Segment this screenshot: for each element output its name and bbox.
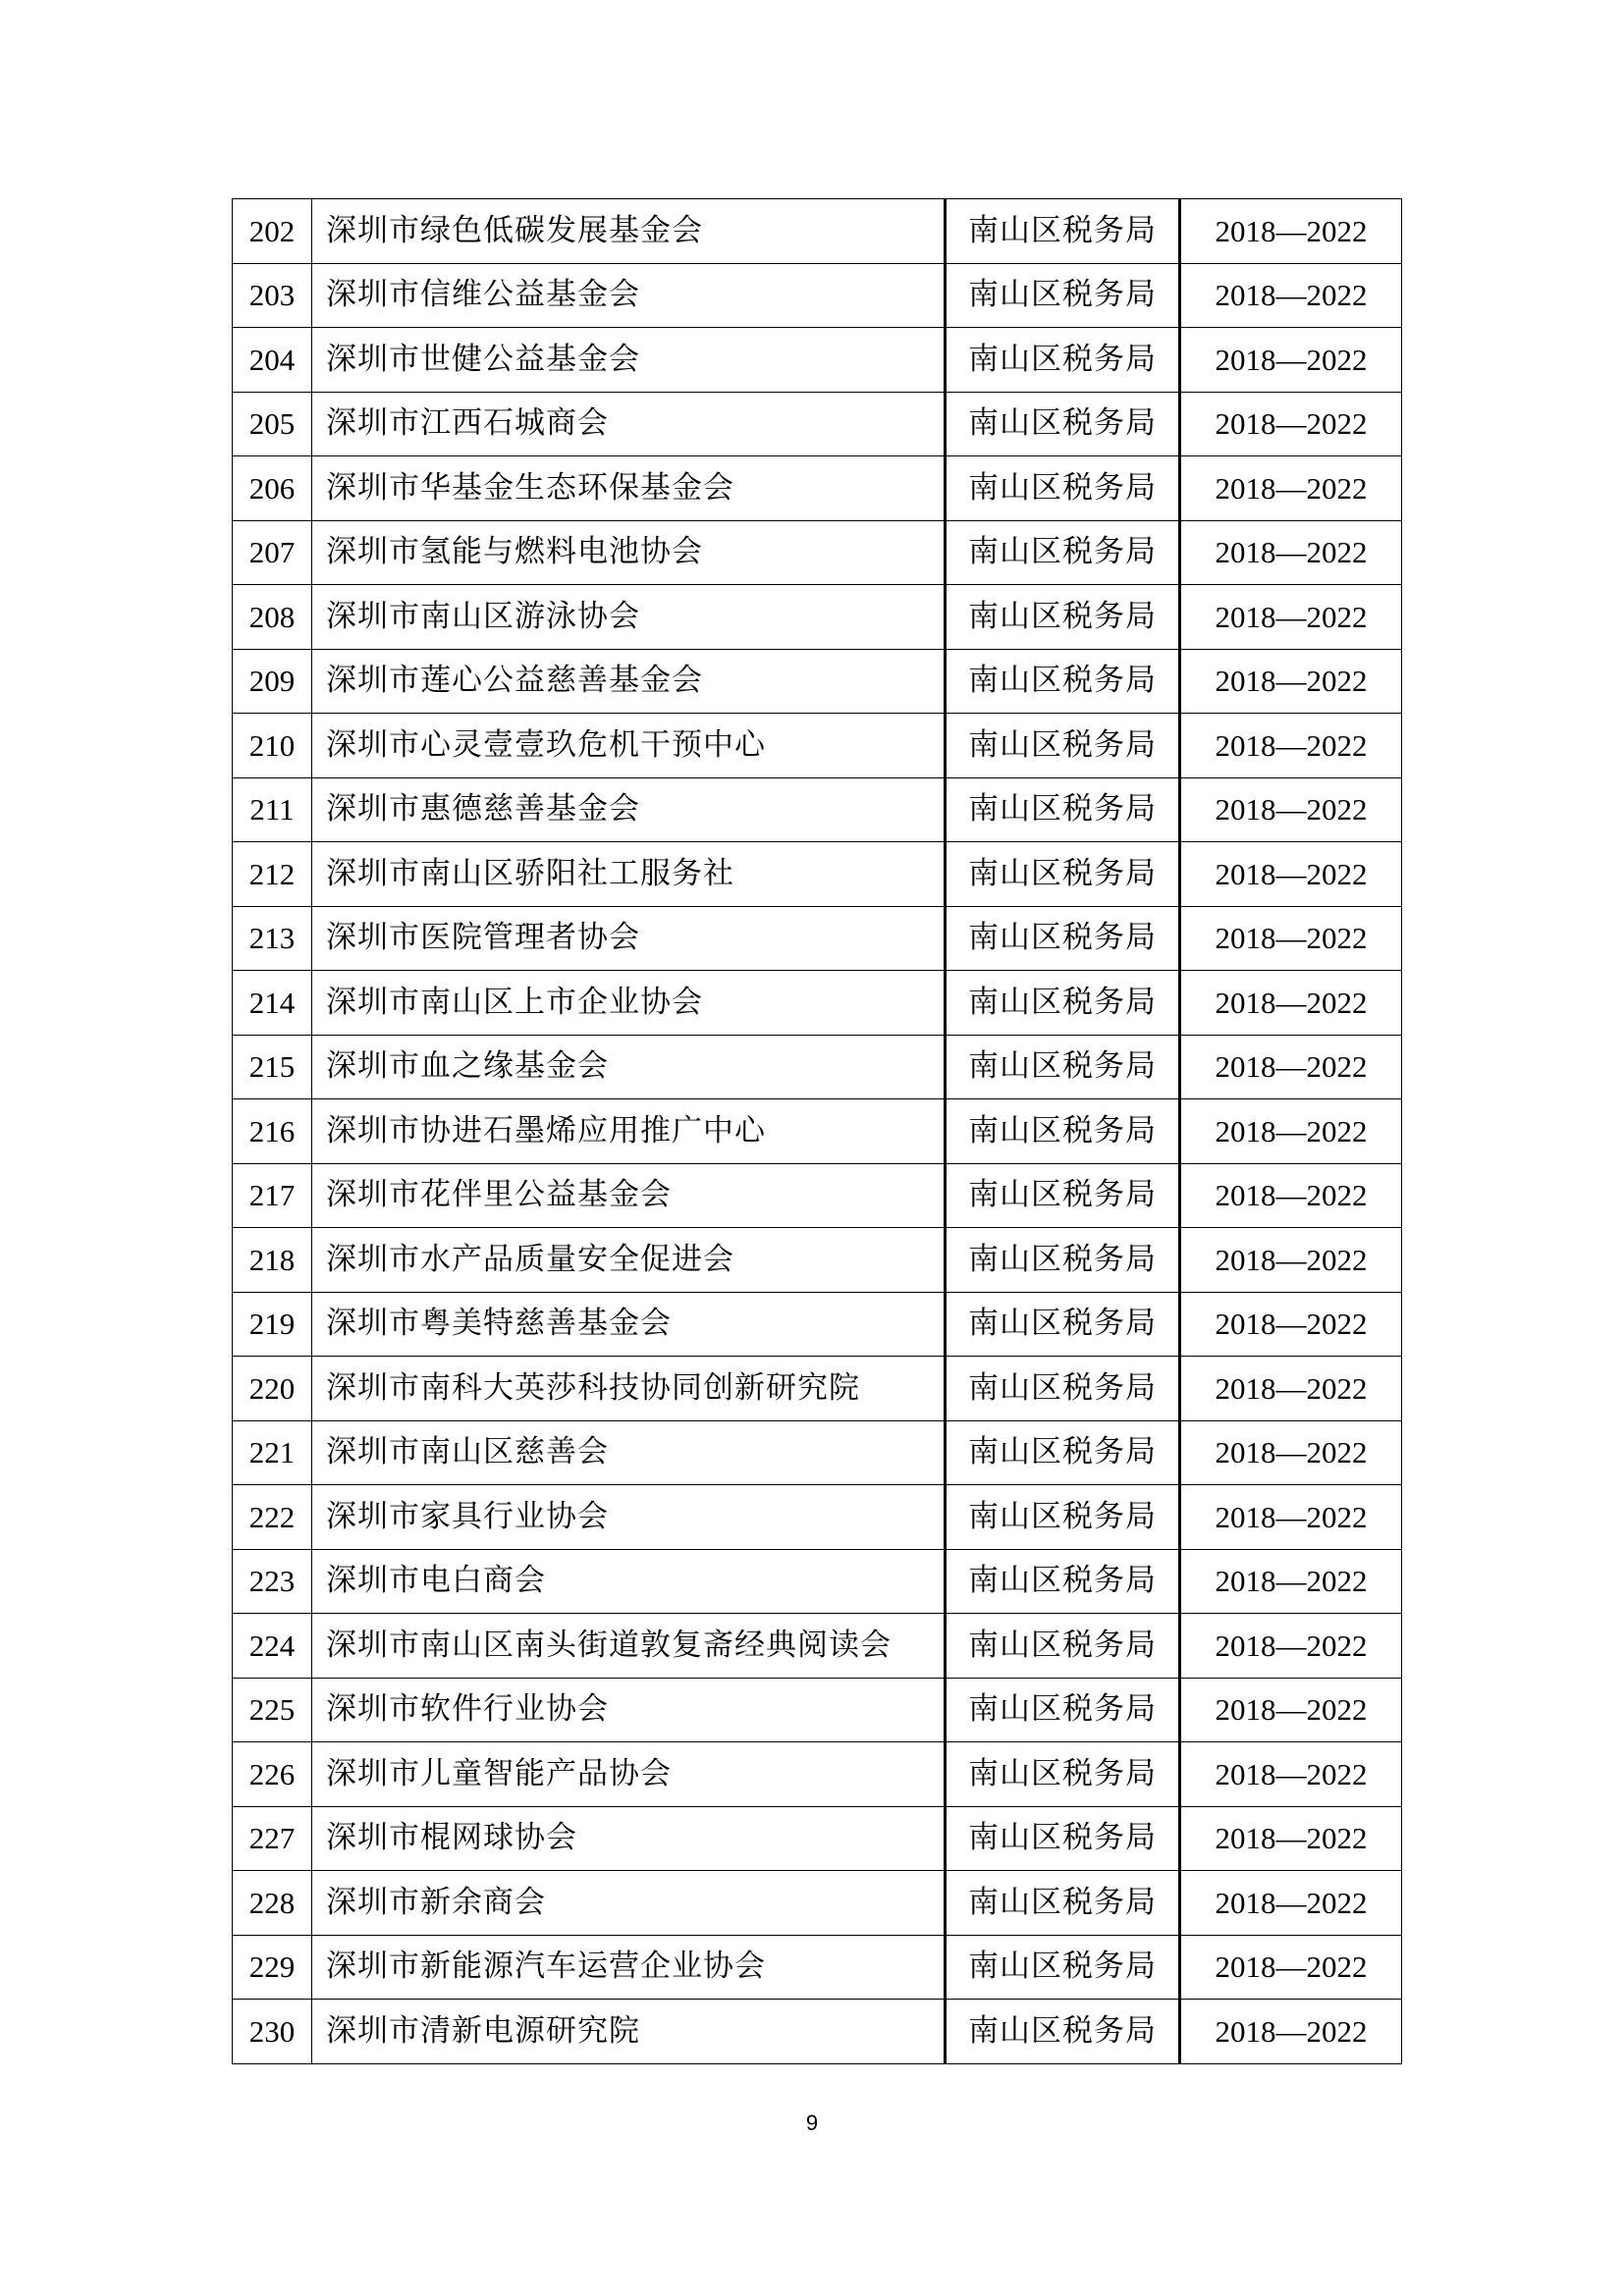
table-row (233, 1806, 1402, 1871)
tax-authority: 南山区税务局 (946, 520, 1180, 585)
table-row (233, 1935, 1402, 2000)
organization-name: 深圳市南山区慈善会 (312, 1420, 946, 1485)
validity-period: 2018—2022 (1180, 1292, 1402, 1357)
tax-authority: 南山区税务局 (946, 585, 1180, 650)
validity-period: 2018—2022 (1180, 906, 1402, 971)
validity-period: 2018—2022 (1180, 2000, 1402, 2064)
tax-authority: 南山区税务局 (946, 1420, 1180, 1485)
table-row (233, 520, 1402, 585)
organization-name: 深圳市儿童智能产品协会 (312, 1742, 946, 1807)
tax-authority: 南山区税务局 (946, 1099, 1180, 1164)
row-number: 222 (233, 1485, 312, 1550)
table-row (233, 1099, 1402, 1164)
validity-period: 2018—2022 (1180, 1420, 1402, 1485)
row-number: 230 (233, 2000, 312, 2064)
table-row (233, 1228, 1402, 1293)
row-number: 214 (233, 971, 312, 1036)
table-row (233, 842, 1402, 907)
row-number: 223 (233, 1549, 312, 1614)
tax-authority: 南山区税务局 (946, 1357, 1180, 1421)
validity-period: 2018—2022 (1180, 1742, 1402, 1807)
tax-authority: 南山区税务局 (946, 1742, 1180, 1807)
organization-name: 深圳市协进石墨烯应用推广中心 (312, 1099, 946, 1164)
row-number: 213 (233, 906, 312, 971)
organization-name: 深圳市血之缘基金会 (312, 1035, 946, 1099)
validity-period: 2018—2022 (1180, 199, 1402, 264)
row-number: 209 (233, 649, 312, 714)
table-row (233, 328, 1402, 393)
validity-period: 2018—2022 (1180, 456, 1402, 521)
tax-authority: 南山区税务局 (946, 2000, 1180, 2064)
table-body (233, 199, 1402, 2064)
row-number: 220 (233, 1357, 312, 1421)
validity-period: 2018—2022 (1180, 777, 1402, 842)
validity-period: 2018—2022 (1180, 328, 1402, 393)
validity-period: 2018—2022 (1180, 1485, 1402, 1550)
table-row (233, 1485, 1402, 1550)
organization-name: 深圳市软件行业协会 (312, 1678, 946, 1742)
row-number: 207 (233, 520, 312, 585)
validity-period: 2018—2022 (1180, 1357, 1402, 1421)
validity-period: 2018—2022 (1180, 971, 1402, 1036)
organization-name: 深圳市莲心公益慈善基金会 (312, 649, 946, 714)
organization-name: 深圳市南科大英莎科技协同创新研究院 (312, 1357, 946, 1421)
tax-authority: 南山区税务局 (946, 1678, 1180, 1742)
row-number: 226 (233, 1742, 312, 1807)
row-number: 211 (233, 777, 312, 842)
page-number: 9 (805, 2110, 819, 2135)
table-row (233, 1420, 1402, 1485)
validity-period: 2018—2022 (1180, 842, 1402, 907)
row-number: 219 (233, 1292, 312, 1357)
organization-name: 深圳市清新电源研究院 (312, 2000, 946, 2064)
table-row (233, 456, 1402, 521)
validity-period: 2018—2022 (1180, 714, 1402, 778)
organization-name: 深圳市世健公益基金会 (312, 328, 946, 393)
row-number: 217 (233, 1163, 312, 1228)
row-number: 205 (233, 392, 312, 456)
tax-authority: 南山区税务局 (946, 1228, 1180, 1293)
table-row (233, 777, 1402, 842)
organization-name: 深圳市电白商会 (312, 1549, 946, 1614)
tax-authority: 南山区税务局 (946, 971, 1180, 1036)
tax-authority: 南山区税务局 (946, 456, 1180, 521)
table-row (233, 1871, 1402, 1936)
tax-authority: 南山区税务局 (946, 392, 1180, 456)
row-number: 224 (233, 1614, 312, 1679)
organization-name: 深圳市绿色低碳发展基金会 (312, 199, 946, 264)
tax-authority: 南山区税务局 (946, 649, 1180, 714)
row-number: 221 (233, 1420, 312, 1485)
tax-authority: 南山区税务局 (946, 1871, 1180, 1936)
row-number: 229 (233, 1935, 312, 2000)
row-number: 216 (233, 1099, 312, 1164)
validity-period: 2018—2022 (1180, 1806, 1402, 1871)
validity-period: 2018—2022 (1180, 1935, 1402, 2000)
organization-name: 深圳市心灵壹壹玖危机干预中心 (312, 714, 946, 778)
tax-authority: 南山区税务局 (946, 714, 1180, 778)
validity-period: 2018—2022 (1180, 1614, 1402, 1679)
organization-name: 深圳市医院管理者协会 (312, 906, 946, 971)
organization-name: 深圳市水产品质量安全促进会 (312, 1228, 946, 1293)
row-number: 227 (233, 1806, 312, 1871)
tax-authority: 南山区税务局 (946, 1614, 1180, 1679)
validity-period: 2018—2022 (1180, 1549, 1402, 1614)
validity-period: 2018—2022 (1180, 1228, 1402, 1293)
row-number: 225 (233, 1678, 312, 1742)
organization-name: 深圳市南山区南头街道敦复斋经典阅读会 (312, 1614, 946, 1679)
organization-name: 深圳市华基金生态环保基金会 (312, 456, 946, 521)
table-row (233, 2000, 1402, 2064)
tax-authority: 南山区税务局 (946, 1549, 1180, 1614)
validity-period: 2018—2022 (1180, 1099, 1402, 1164)
table-row (233, 1549, 1402, 1614)
tax-authority: 南山区税务局 (946, 1163, 1180, 1228)
tax-authority: 南山区税务局 (946, 1935, 1180, 2000)
row-number: 206 (233, 456, 312, 521)
organization-name: 深圳市花伴里公益基金会 (312, 1163, 946, 1228)
table-row (233, 906, 1402, 971)
tax-authority: 南山区税务局 (946, 1035, 1180, 1099)
table-row (233, 1678, 1402, 1742)
table-row (233, 199, 1402, 264)
organization-name: 深圳市家具行业协会 (312, 1485, 946, 1550)
organization-name: 深圳市南山区上市企业协会 (312, 971, 946, 1036)
tax-authority: 南山区税务局 (946, 199, 1180, 264)
tax-authority: 南山区税务局 (946, 842, 1180, 907)
row-number: 228 (233, 1871, 312, 1936)
row-number: 202 (233, 199, 312, 264)
row-number: 210 (233, 714, 312, 778)
table-row (233, 1357, 1402, 1421)
table-row (233, 263, 1402, 328)
validity-period: 2018—2022 (1180, 520, 1402, 585)
organization-name: 深圳市信维公益基金会 (312, 263, 946, 328)
row-number: 203 (233, 263, 312, 328)
tax-authority: 南山区税务局 (946, 777, 1180, 842)
table-row (233, 585, 1402, 650)
table-row (233, 1163, 1402, 1228)
tax-authority: 南山区税务局 (946, 263, 1180, 328)
tax-authority: 南山区税务局 (946, 1485, 1180, 1550)
table-row (233, 1035, 1402, 1099)
validity-period: 2018—2022 (1180, 1678, 1402, 1742)
validity-period: 2018—2022 (1180, 263, 1402, 328)
table-row (233, 1292, 1402, 1357)
row-number: 208 (233, 585, 312, 650)
validity-period: 2018—2022 (1180, 1035, 1402, 1099)
row-number: 204 (233, 328, 312, 393)
table-row (233, 392, 1402, 456)
table-row (233, 1742, 1402, 1807)
organization-name: 深圳市新能源汽车运营企业协会 (312, 1935, 946, 2000)
organization-name: 深圳市棍网球协会 (312, 1806, 946, 1871)
organization-name: 深圳市江西石城商会 (312, 392, 946, 456)
validity-period: 2018—2022 (1180, 585, 1402, 650)
validity-period: 2018—2022 (1180, 1871, 1402, 1936)
validity-period: 2018—2022 (1180, 1163, 1402, 1228)
validity-period: 2018—2022 (1180, 649, 1402, 714)
table-row (233, 714, 1402, 778)
row-number: 212 (233, 842, 312, 907)
tax-authority: 南山区税务局 (946, 906, 1180, 971)
validity-period: 2018—2022 (1180, 392, 1402, 456)
organization-name: 深圳市粤美特慈善基金会 (312, 1292, 946, 1357)
organization-name: 深圳市南山区骄阳社工服务社 (312, 842, 946, 907)
row-number: 215 (233, 1035, 312, 1099)
organization-name: 深圳市南山区游泳协会 (312, 585, 946, 650)
organization-table (232, 198, 1402, 2064)
table-row (233, 1614, 1402, 1679)
organization-name: 深圳市惠德慈善基金会 (312, 777, 946, 842)
table-row (233, 971, 1402, 1036)
tax-authority: 南山区税务局 (946, 328, 1180, 393)
organization-name: 深圳市新余商会 (312, 1871, 946, 1936)
tax-authority: 南山区税务局 (946, 1806, 1180, 1871)
tax-authority: 南山区税务局 (946, 1292, 1180, 1357)
organization-name: 深圳市氢能与燃料电池协会 (312, 520, 946, 585)
table-row (233, 649, 1402, 714)
row-number: 218 (233, 1228, 312, 1293)
